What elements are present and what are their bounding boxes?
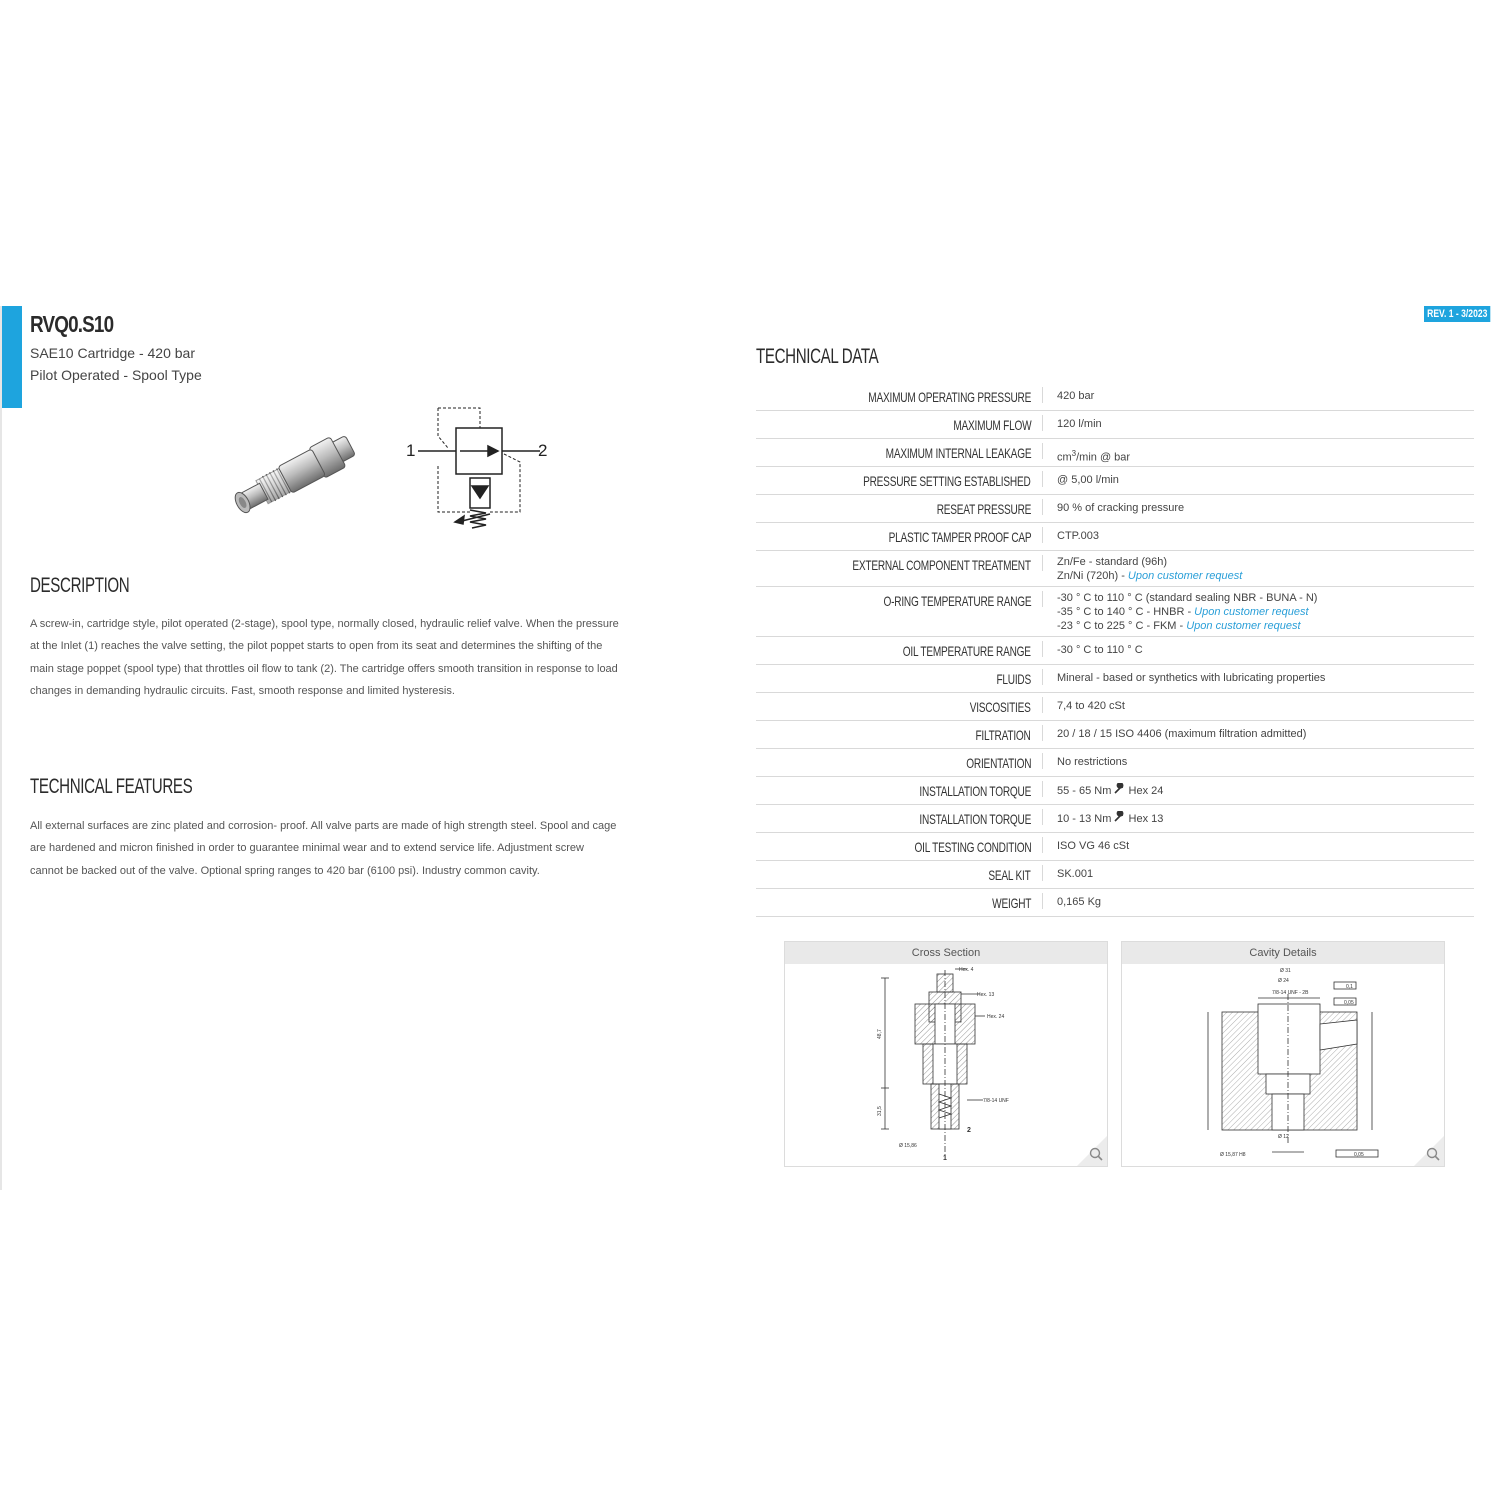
accent-bar bbox=[2, 306, 22, 408]
table-row bbox=[756, 749, 1474, 777]
cross-section-image bbox=[785, 964, 1107, 1164]
cavity-label: Ø 15,87 H8 bbox=[1220, 1152, 1246, 1158]
row-value: SK.001 bbox=[1057, 868, 1094, 880]
technical-data-table bbox=[756, 383, 1474, 917]
cross-section-label: Hex. 24 bbox=[987, 1014, 1005, 1020]
row-value: 20 / 18 / 15 ISO 4406 (maximum filtration admitted) bbox=[1057, 728, 1307, 740]
table-row bbox=[756, 637, 1474, 665]
technical-data-heading: TECHNICAL DATA bbox=[756, 345, 879, 368]
row-value: No restrictions bbox=[1057, 756, 1128, 768]
cavity-label: 0,1 bbox=[1346, 984, 1353, 990]
table-row bbox=[756, 523, 1474, 551]
row-label: OIL TEMPERATURE RANGE bbox=[902, 643, 1031, 659]
row-label: INSTALLATION TORQUE bbox=[919, 811, 1031, 827]
cross-section-label: Hex. 4 bbox=[959, 967, 974, 973]
row-value: 7,4 to 420 cSt bbox=[1057, 700, 1125, 712]
cross-section-label: 48,7 bbox=[877, 1029, 883, 1039]
row-value: Mineral - based or synthetics with lubricating properties bbox=[1057, 672, 1326, 684]
row-label: PLASTIC TAMPER PROOF CAP bbox=[888, 529, 1031, 545]
symbol-port-2: 2 bbox=[538, 441, 548, 460]
symbol-port-1: 1 bbox=[406, 441, 416, 460]
customer-request-note: Upon customer request bbox=[1127, 570, 1243, 582]
value-line bbox=[1057, 619, 1317, 633]
value-part: Hex 13 bbox=[1125, 813, 1164, 825]
table-row bbox=[756, 721, 1474, 749]
customer-request-note: Upon customer request bbox=[1186, 620, 1301, 632]
row-label: OIL TESTING CONDITION bbox=[914, 839, 1031, 855]
row-label: PRESSURE SETTING ESTABLISHED bbox=[863, 473, 1031, 489]
technical-features-text: All external surfaces are zinc plated and corrosion- proof. All valve parts are made of high strength steel. Spool and cage are hardened and micron finished in order to guarantee minimal wear and to extend service life. Adjustment screw cannot be backed out of the valve. Optional spring ranges to 420 bar (6100 psi). Industry common cavity. bbox=[30, 820, 617, 877]
row-label: MAXIMUM FLOW bbox=[952, 417, 1031, 433]
table-row bbox=[756, 889, 1474, 917]
cross-section-caption: Cross Section bbox=[785, 942, 1107, 964]
table-row bbox=[756, 383, 1474, 411]
cross-section-label: Hex. 13 bbox=[977, 992, 995, 998]
row-value: 120 l/min bbox=[1057, 418, 1102, 430]
value-part: Hex 24 bbox=[1125, 785, 1164, 797]
row-value bbox=[1057, 555, 1242, 583]
revision-badge: REV. 1 - 3/2023 bbox=[1424, 306, 1491, 322]
row-value bbox=[1057, 447, 1130, 465]
zoom-icon[interactable] bbox=[1408, 1136, 1444, 1166]
row-label: ORIENTATION bbox=[965, 755, 1031, 771]
value-line: Zn/Fe - standard (96h) bbox=[1057, 556, 1168, 568]
table-row bbox=[756, 833, 1474, 861]
wrench-icon bbox=[1114, 811, 1125, 822]
left-rule bbox=[0, 306, 2, 1190]
cavity-details-image bbox=[1122, 964, 1444, 1164]
table-row bbox=[756, 495, 1474, 523]
table-row bbox=[756, 861, 1474, 889]
row-label: WEIGHT bbox=[991, 895, 1031, 911]
description-heading: DESCRIPTION bbox=[30, 574, 130, 597]
table-row bbox=[756, 411, 1474, 439]
row-label: FLUIDS bbox=[996, 671, 1031, 687]
row-label: SEAL KIT bbox=[988, 867, 1031, 883]
row-value bbox=[1057, 783, 1163, 798]
technical-features-heading: TECHNICAL FEATURES bbox=[30, 775, 193, 798]
table-row bbox=[756, 439, 1474, 467]
cross-section-label: 1 bbox=[943, 1155, 947, 1162]
row-label: RESEAT PRESSURE bbox=[936, 501, 1031, 517]
value-line: -30 ° C to 110 ° C (standard sealing NBR - BUNA - N) bbox=[1057, 592, 1318, 604]
table-row bbox=[756, 587, 1474, 637]
wrench-icon bbox=[1114, 783, 1125, 794]
table-row bbox=[756, 777, 1474, 805]
cross-section-label: 31,5 bbox=[877, 1106, 883, 1116]
row-value: 0,165 Kg bbox=[1057, 896, 1102, 908]
row-value bbox=[1057, 591, 1317, 633]
row-label: VISCOSITIES bbox=[970, 699, 1031, 715]
cartridge-product-image bbox=[225, 415, 385, 530]
row-value bbox=[1057, 811, 1163, 826]
table-row bbox=[756, 665, 1474, 693]
row-label: O-RING TEMPERATURE RANGE bbox=[883, 593, 1031, 609]
row-label: EXTERNAL COMPONENT TREATMENT bbox=[852, 557, 1031, 573]
cross-section-label: 2 bbox=[967, 1127, 971, 1134]
row-label: INSTALLATION TORQUE bbox=[919, 783, 1031, 799]
value-part: -35 ° C to 140 ° C - HNBR - bbox=[1057, 606, 1195, 618]
value-superscript: 3 bbox=[1071, 449, 1077, 458]
cross-section-drawing[interactable] bbox=[784, 941, 1108, 1167]
cavity-label: Ø 12 bbox=[1278, 1134, 1289, 1140]
value-part: /min @ bar bbox=[1076, 451, 1131, 464]
description-text: A screw-in, cartridge style, pilot operated (2-stage), spool type, normally closed, hydraulic relief valve. When the pressure at the Inlet (1) reaches the valve setting, the pilot poppet starts to open from its seat and determines the shifting of the main stage poppet (spool type) that throttles oil flow to tank (2). The cartridge offers smooth transition in response to load changes in demanding hydraulic circuits. Fast, smooth response and limited hysteresis. bbox=[30, 618, 619, 697]
table-row bbox=[756, 805, 1474, 833]
cavity-details-drawing[interactable] bbox=[1121, 941, 1445, 1167]
cavity-label: Ø 31 bbox=[1280, 968, 1291, 974]
cross-section-label: 7/8-14 UNF bbox=[983, 1098, 1009, 1104]
value-part: 55 - 65 Nm bbox=[1057, 785, 1115, 797]
row-label: MAXIMUM INTERNAL LEAKAGE bbox=[885, 445, 1031, 461]
value-part: Zn/Ni (720h) - bbox=[1057, 570, 1128, 582]
hydraulic-symbol bbox=[400, 400, 560, 540]
table-row bbox=[756, 693, 1474, 721]
cavity-label: 0,05 bbox=[1354, 1152, 1364, 1158]
row-value: CTP.003 bbox=[1057, 530, 1099, 542]
row-value: 90 % of cracking pressure bbox=[1057, 502, 1185, 514]
value-line bbox=[1057, 569, 1242, 583]
cross-section-label: Ø 15,86 bbox=[899, 1143, 917, 1149]
row-value: -30 ° C to 110 ° C bbox=[1057, 644, 1143, 656]
table-row bbox=[756, 551, 1474, 587]
product-subtitle-cartridge: SAE10 Cartridge - 420 bar bbox=[30, 345, 195, 361]
cavity-details-caption: Cavity Details bbox=[1122, 942, 1444, 964]
value-part: 10 - 13 Nm bbox=[1057, 813, 1115, 825]
row-label: MAXIMUM OPERATING PRESSURE bbox=[868, 389, 1031, 405]
customer-request-note: Upon customer request bbox=[1194, 606, 1309, 618]
row-label: FILTRATION bbox=[975, 727, 1031, 743]
value-part: cm bbox=[1057, 451, 1072, 464]
row-value: 420 bar bbox=[1057, 390, 1095, 402]
table-row bbox=[756, 467, 1474, 495]
zoom-icon[interactable] bbox=[1071, 1136, 1107, 1166]
product-code: RVQ0.S10 bbox=[30, 311, 114, 337]
value-line bbox=[1057, 605, 1317, 619]
row-value: ISO VG 46 cSt bbox=[1057, 840, 1130, 852]
cavity-label: 7/8-14 UNF - 2B bbox=[1272, 990, 1309, 996]
value-part: -23 ° C to 225 ° C - FKM - bbox=[1057, 620, 1187, 632]
row-value: @ 5,00 l/min bbox=[1057, 474, 1119, 486]
product-subtitle-type: Pilot Operated - Spool Type bbox=[30, 367, 202, 383]
cavity-label: Ø 24 bbox=[1278, 978, 1289, 984]
cavity-label: 0,05 bbox=[1344, 1000, 1354, 1006]
